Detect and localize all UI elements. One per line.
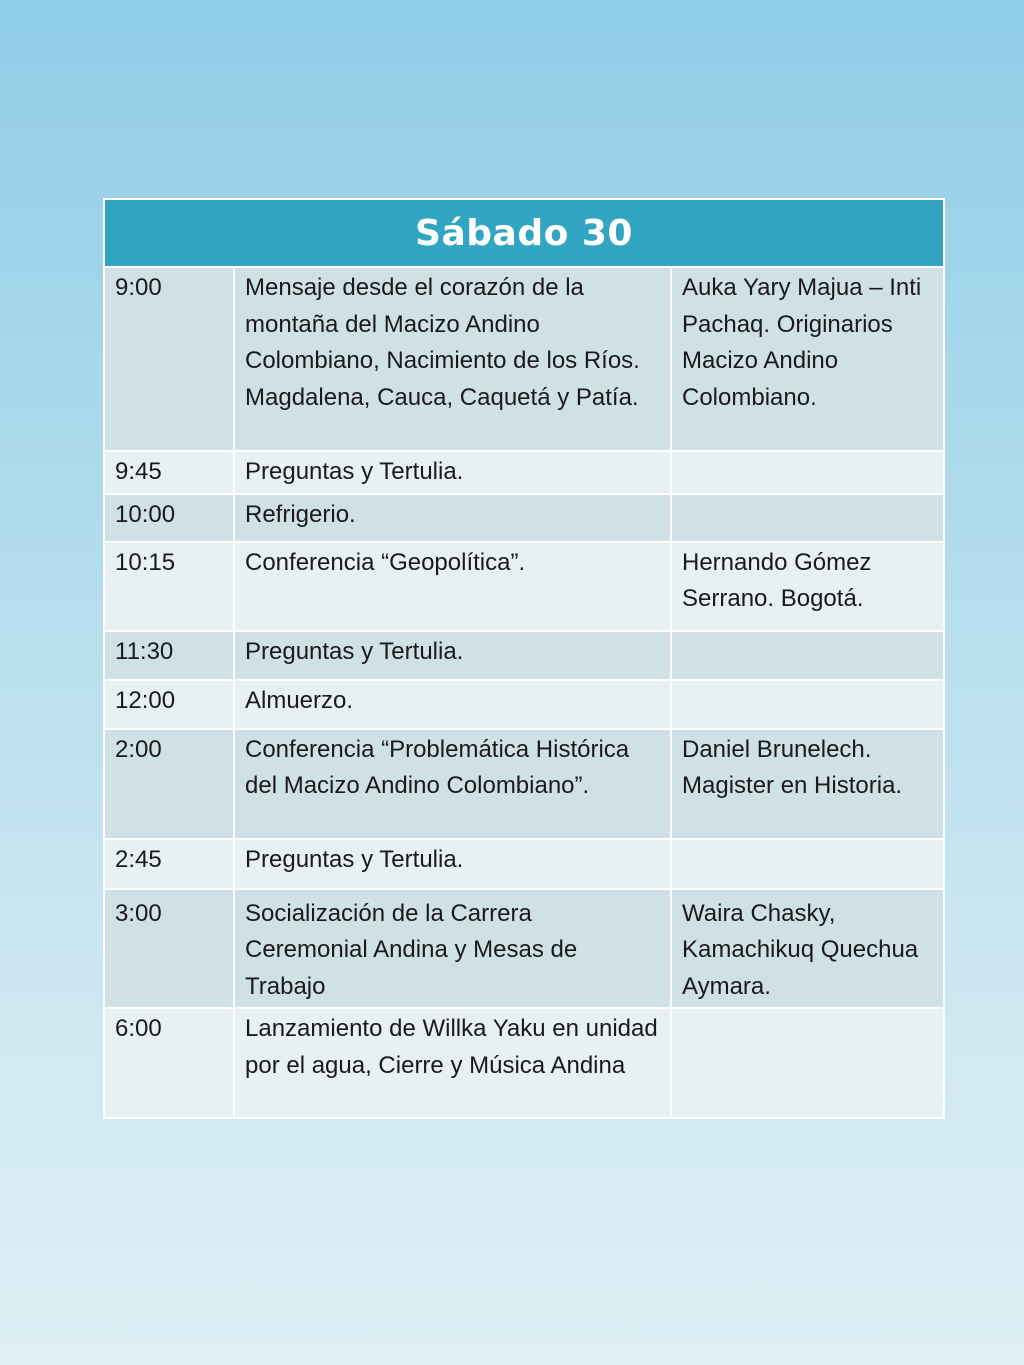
row-speaker: Auka Yary Majua – Inti Pachaq. Originarios Macizo Andino Colombiano. [671, 267, 944, 451]
row-time: 11:30 [104, 631, 234, 680]
row-event: Socialización de la Carrera Ceremonial Andina y Mesas de Trabajo [234, 889, 671, 1009]
schedule-row [104, 1008, 944, 1118]
row-speaker: Hernando Gómez Serrano. Bogotá. [671, 542, 944, 631]
row-time: 3:00 [104, 889, 234, 1009]
schedule-row [104, 451, 944, 494]
row-speaker [671, 839, 944, 889]
row-event: Mensaje desde el corazón de la montaña del Macizo Andino Colombiano, Nacimiento de los Ríos. Magdalena, Cauca, Caquetá y Patía. [234, 267, 671, 451]
row-event: Conferencia “Problemática Histórica del Macizo Andino Colombiano”. [234, 729, 671, 839]
row-event: Almuerzo. [234, 680, 671, 729]
row-event: Lanzamiento de Willka Yaku en unidad por el agua, Cierre y Música Andina [234, 1008, 671, 1118]
row-event: Refrigerio. [234, 494, 671, 542]
row-time: 12:00 [104, 680, 234, 729]
schedule-row [104, 680, 944, 729]
schedule-row [104, 494, 944, 542]
row-time: 2:00 [104, 729, 234, 839]
row-speaker [671, 451, 944, 494]
schedule-row [104, 839, 944, 889]
row-event: Preguntas y Tertulia. [234, 451, 671, 494]
schedule-row [104, 631, 944, 680]
schedule-title: Sábado 30 [104, 199, 944, 267]
schedule-row [104, 889, 944, 1009]
row-speaker [671, 631, 944, 680]
row-speaker [671, 680, 944, 729]
row-speaker [671, 1008, 944, 1118]
row-event: Preguntas y Tertulia. [234, 839, 671, 889]
schedule-table [103, 198, 945, 1119]
schedule-row [104, 267, 944, 451]
row-time: 2:45 [104, 839, 234, 889]
row-speaker: Daniel Brunelech. Magister en Historia. [671, 729, 944, 839]
row-time: 6:00 [104, 1008, 234, 1118]
row-speaker [671, 494, 944, 542]
row-event: Preguntas y Tertulia. [234, 631, 671, 680]
row-speaker: Waira Chasky, Kamachikuq Quechua Aymara. [671, 889, 944, 1009]
schedule-row [104, 729, 944, 839]
row-event: Conferencia “Geopolítica”. [234, 542, 671, 631]
row-time: 9:00 [104, 267, 234, 451]
row-time: 10:15 [104, 542, 234, 631]
row-time: 9:45 [104, 451, 234, 494]
schedule-row [104, 542, 944, 631]
row-time: 10:00 [104, 494, 234, 542]
